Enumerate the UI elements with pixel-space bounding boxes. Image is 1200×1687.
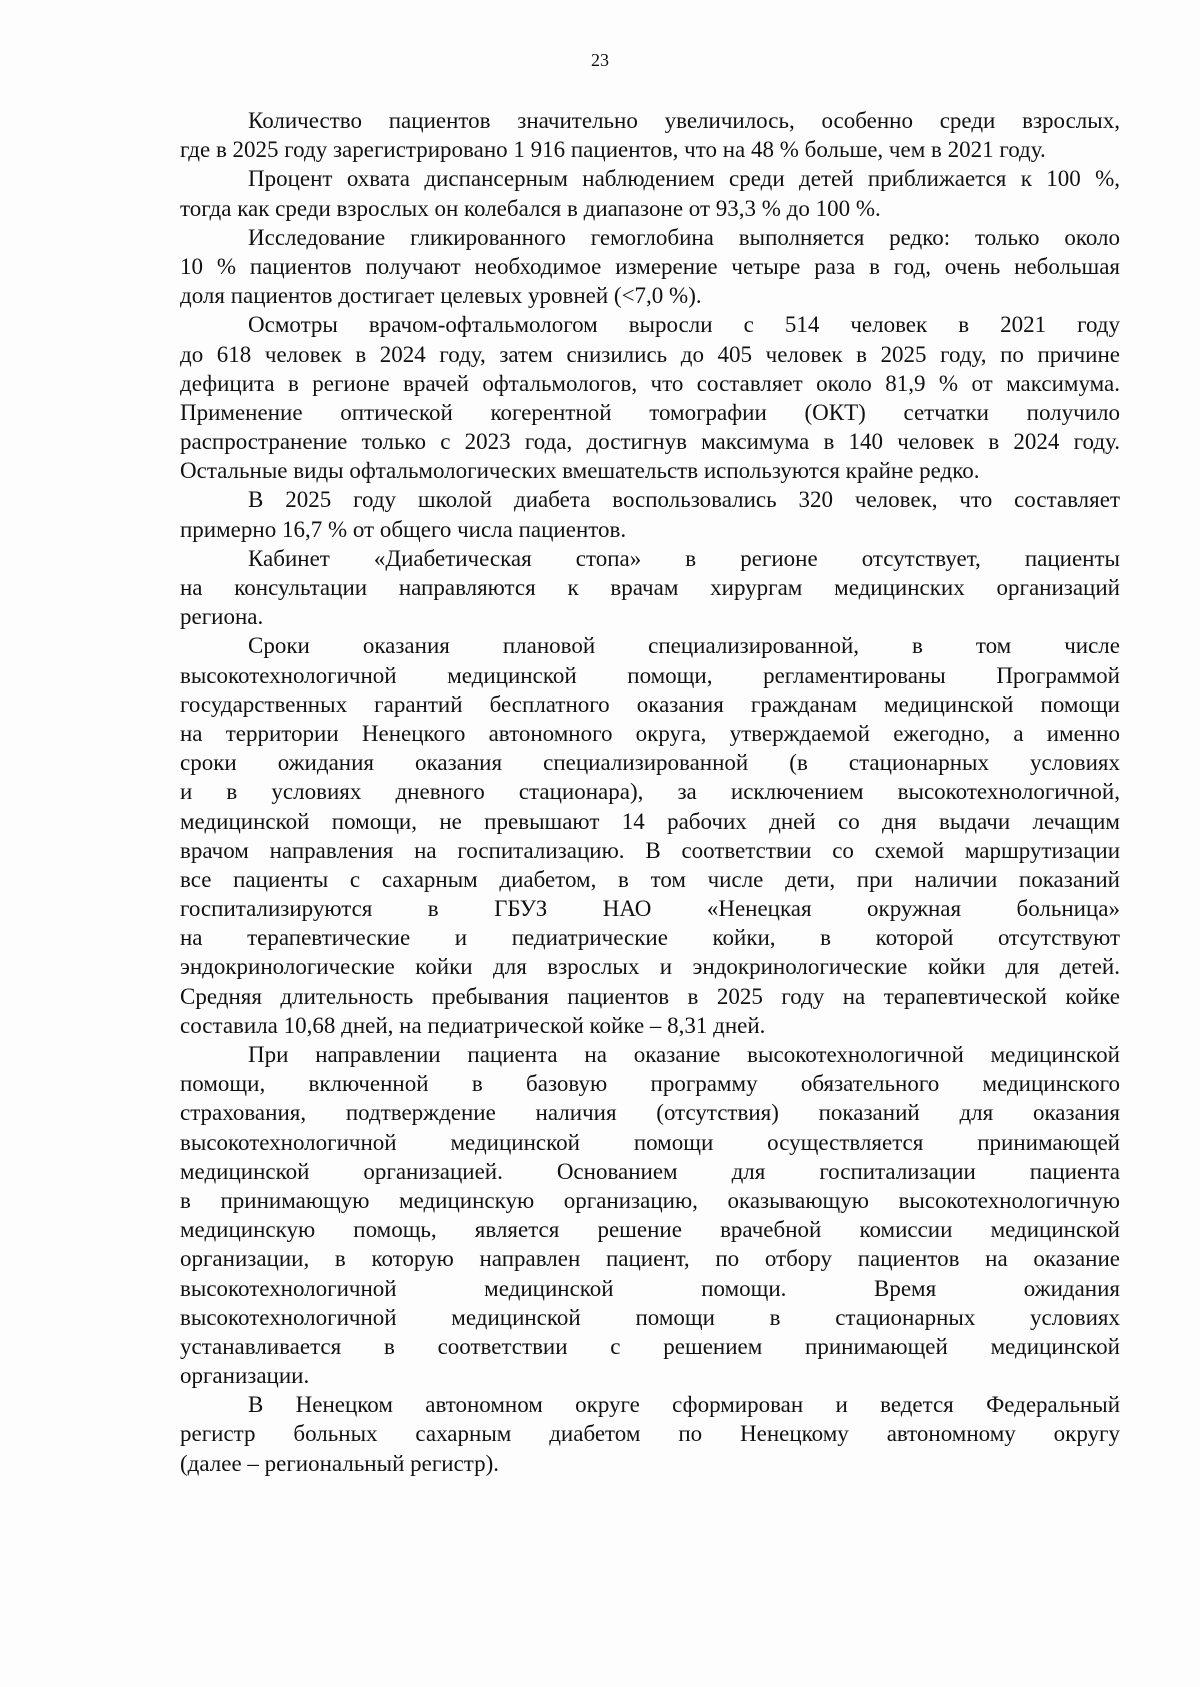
text-line: сроки ожидания оказания специализированной (в стационарных условиях xyxy=(180,750,1120,776)
text-line: Средняя длительность пребывания пациентов в 2025 году на терапевтической койке xyxy=(180,983,1120,1009)
text-line: В 2025 году школой диабета воспользовались 320 человек, что составляет xyxy=(248,487,1120,513)
text-line: высокотехнологичной медицинской помощи. Время ожидания xyxy=(180,1275,1120,1301)
text-line: дефицита в регионе врачей офтальмологов, что составляет около 81,9 % от максимума. xyxy=(180,370,1120,396)
text-line: все пациенты с сахарным диабетом, в том числе дети, при наличии показаний xyxy=(180,866,1120,892)
text-line: госпитализируются в ГБУЗ НАО «Ненецкая окружная больница» xyxy=(180,896,1120,922)
text-line: эндокринологические койки для взрослых и эндокринологические койки для детей. xyxy=(180,954,1120,980)
text-line: где в 2025 году зарегистрировано 1 916 пациентов, что на 48 % больше, чем в 2021 году. xyxy=(180,137,1046,163)
text-line: высокотехнологичной медицинской помощи в стационарных условиях xyxy=(180,1304,1120,1330)
text-line: на терапевтические и педиатрические койки, в которой отсутствуют xyxy=(180,925,1120,951)
text-line: примерно 16,7 % от общего числа пациентов. xyxy=(180,516,627,542)
text-line: высокотехнологичной медицинской помощи, регламентированы Программой xyxy=(180,662,1120,688)
text-line: в принимающую медицинскую организацию, оказывающую высокотехнологичную xyxy=(180,1187,1120,1213)
text-line: Применение оптической когерентной томографии (ОКТ) сетчатки получило xyxy=(180,399,1120,425)
text-line: регистр больных сахарным диабетом по Ненецкому автономному округу xyxy=(180,1421,1120,1447)
text-line: медицинской организацией. Основанием для госпитализации пациента xyxy=(180,1158,1120,1184)
text-line: на территории Ненецкого автономного округа, утверждаемой ежегодно, а именно xyxy=(180,720,1120,746)
text-line: тогда как среди взрослых он колебался в диапазоне от 93,3 % до 100 %. xyxy=(180,195,881,221)
page-number: 23 xyxy=(591,50,609,70)
text-line: распространение только с 2023 года, достигнув максимума в 140 человек в 2024 году. xyxy=(180,429,1120,455)
text-line: Процент охвата диспансерным наблюдением среди детей приближается к 100 %, xyxy=(248,166,1120,192)
text-line: и в условиях дневного стационара), за исключением высокотехнологичной, xyxy=(180,779,1120,805)
text-line: медицинской помощи, не превышают 14 рабочих дней со дня выдачи лечащим xyxy=(180,808,1120,834)
text-line: высокотехнологичной медицинской помощи осуществляется принимающей xyxy=(180,1129,1120,1155)
text-line: Осмотры врачом-офтальмологом выросли с 514 человек в 2021 году xyxy=(248,312,1120,338)
text-line: организации. xyxy=(180,1363,310,1389)
text-line: устанавливается в соответствии с решением принимающей медицинской xyxy=(180,1333,1120,1359)
body-text xyxy=(180,106,1120,1478)
text-line: Исследование гликированного гемоглобина выполняется редко: только около xyxy=(248,224,1120,250)
text-line: Количество пациентов значительно увеличилось, особенно среди взрослых, xyxy=(248,108,1120,133)
text-line: медицинскую помощь, является решение врачебной комиссии медицинской xyxy=(180,1217,1120,1243)
text-line: доля пациентов достигает целевых уровней (<7,0 %). xyxy=(180,283,702,309)
text-line: Кабинет «Диабетическая стопа» в регионе отсутствует, пациенты xyxy=(248,545,1120,571)
text-line: врачом направления на госпитализацию. В соответствии со схемой маршрутизации xyxy=(180,837,1120,863)
text-line: региона. xyxy=(180,604,264,630)
text-line: составила 10,68 дней, на педиатрической койке – 8,31 дней. xyxy=(180,1012,766,1038)
text-line: на консультации направляются к врачам хирургам медицинских организаций xyxy=(180,575,1120,600)
text-line: до 618 человек в 2024 году, затем снизились до 405 человек в 2025 году, по причине xyxy=(180,341,1120,367)
text-line: государственных гарантий бесплатного оказания гражданам медицинской помощи xyxy=(180,691,1120,717)
text-line: (далее – региональный регистр). xyxy=(180,1450,500,1476)
text-line: Сроки оказания плановой специализированной, в том числе xyxy=(248,633,1120,659)
text-line: помощи, включенной в базовую программу обязательного медицинского xyxy=(180,1071,1120,1097)
text-line: организации, в которую направлен пациент, по отбору пациентов на оказание xyxy=(180,1246,1120,1272)
text-line: страхования, подтверждение наличия (отсутствия) показаний для оказания xyxy=(180,1100,1120,1126)
text-line: В Ненецком автономном округе сформирован и ведется Федеральный xyxy=(248,1392,1120,1418)
text-line: Остальные виды офтальмологических вмешательств используются крайне редко. xyxy=(180,458,980,484)
text-line: 10 % пациентов получают необходимое измерение четыре раза в год, очень небольшая xyxy=(180,253,1120,279)
text-line: При направлении пациента на оказание высокотехнологичной медицинской xyxy=(248,1042,1120,1067)
